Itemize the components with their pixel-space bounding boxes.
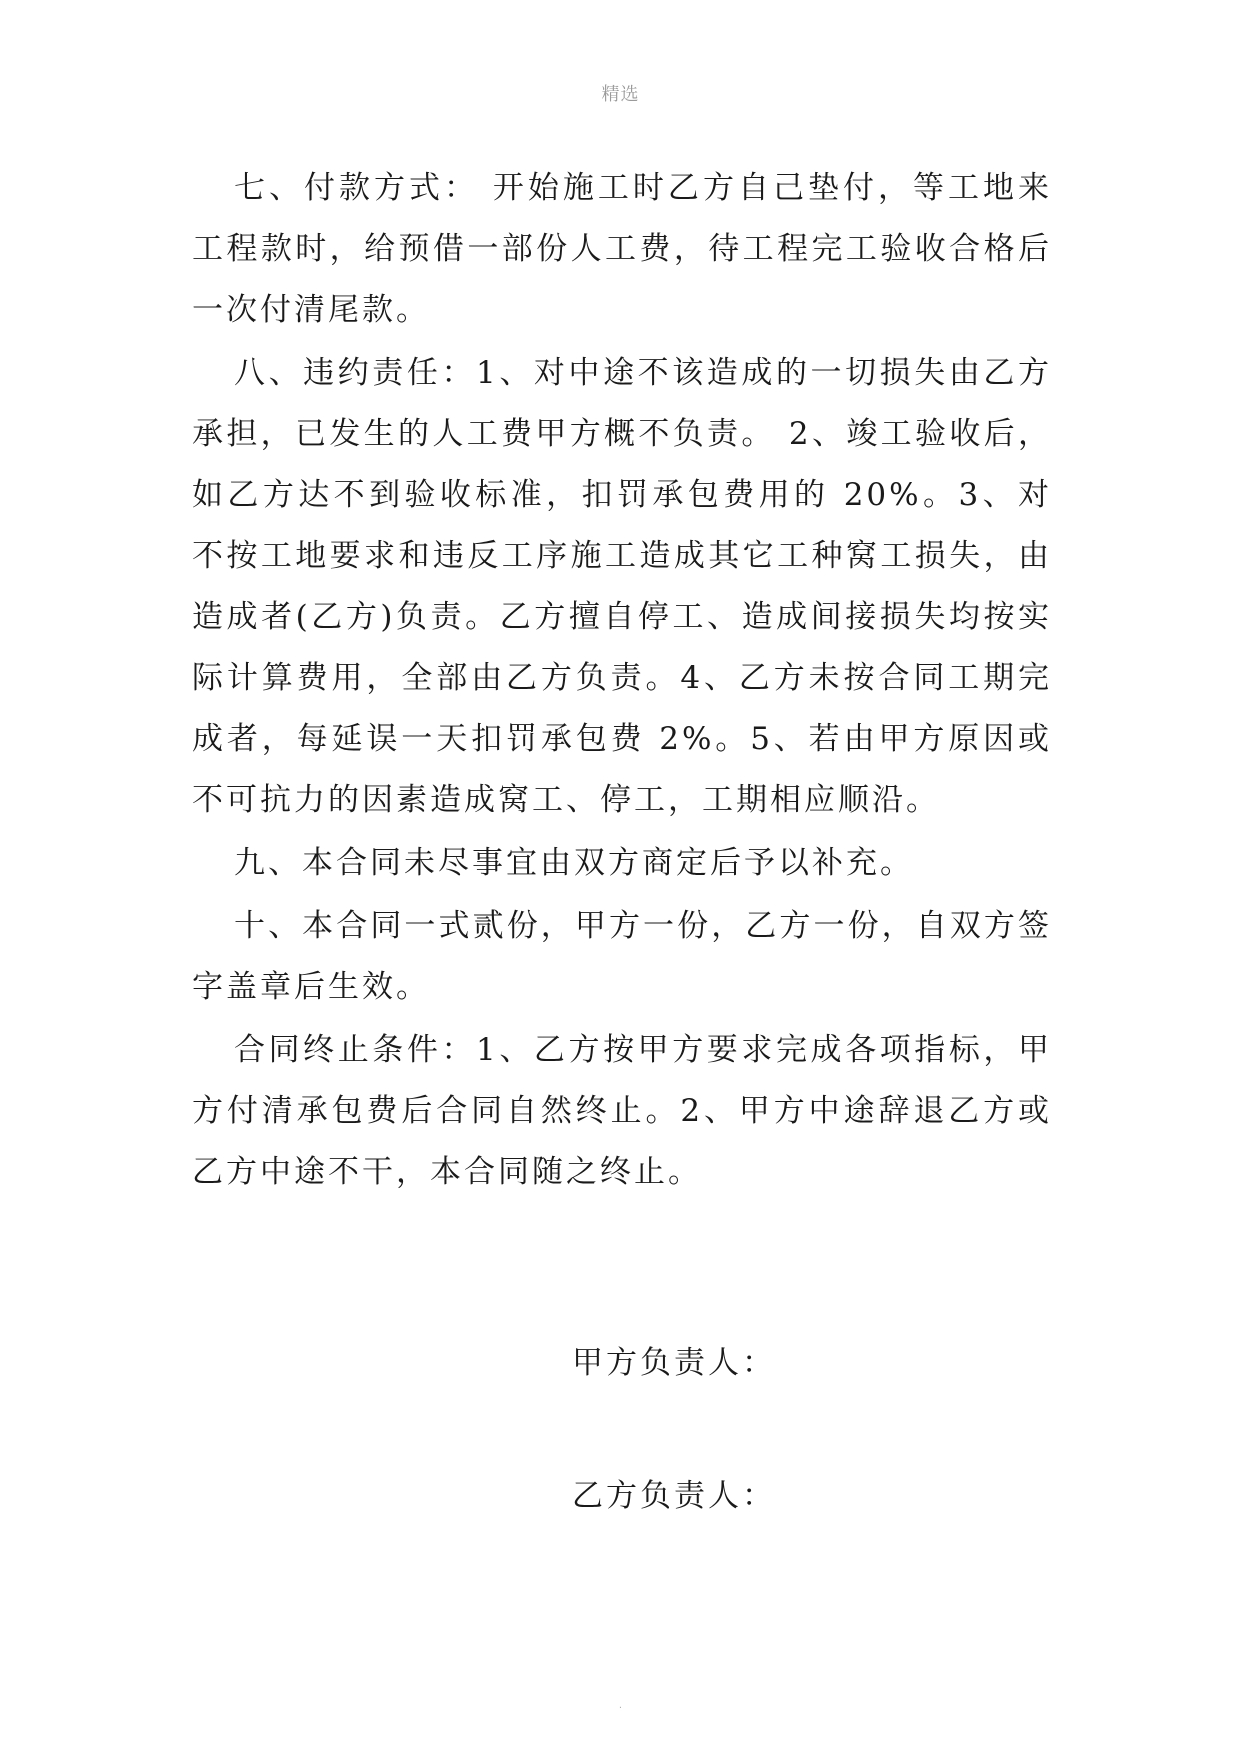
clause-breach-liability: 八、违约责任：1、对中途不该造成的一切损失由乙方承担，已发生的人工费甲方概不负责。 2、竣工验收后，如乙方达不到验收标准，扣罚承包费用的 20%。3、对不按工地要求和违反工序施工造成其它工种窝工损失，由造成者(乙方)负责。乙方擅自停工、造成间接损失均按实际计算费用，全部由乙方负责。4、乙方未按合同工期完成者，每延误一天扣罚承包费 2%。5、若由甲方原因或不可抗力的因素造成窝工、停工，工期相应顺沿。 (192, 355, 1052, 818)
page-header: 精选 (601, 84, 640, 105)
clause-termination: 合同终止条件：1、乙方按甲方要求完成各项指标，甲方付清承包费后合同自然终止。2、甲方中途辞退乙方或乙方中途不干，本合同随之终止。 (192, 1032, 1052, 1190)
footer-mark: . (618, 1700, 623, 1711)
clause-copies-effect: 十、本合同一式贰份，甲方一份，乙方一份，自双方签字盖章后生效。 (192, 908, 1052, 1005)
contract-body (192, 158, 1052, 1205)
party-b-signature-label: 乙方负责人： (572, 1478, 776, 1514)
clause-payment-method: 七、付款方式： 开始施工时乙方自己垫付，等工地来工程款时，给预借一部份人工费，待工程完工验收合格后一次付清尾款。 (192, 170, 1052, 328)
party-a-signature-label: 甲方负责人： (572, 1345, 776, 1381)
clause-supplement: 九、本合同未尽事宜由双方商定后予以补充。 (234, 845, 914, 881)
